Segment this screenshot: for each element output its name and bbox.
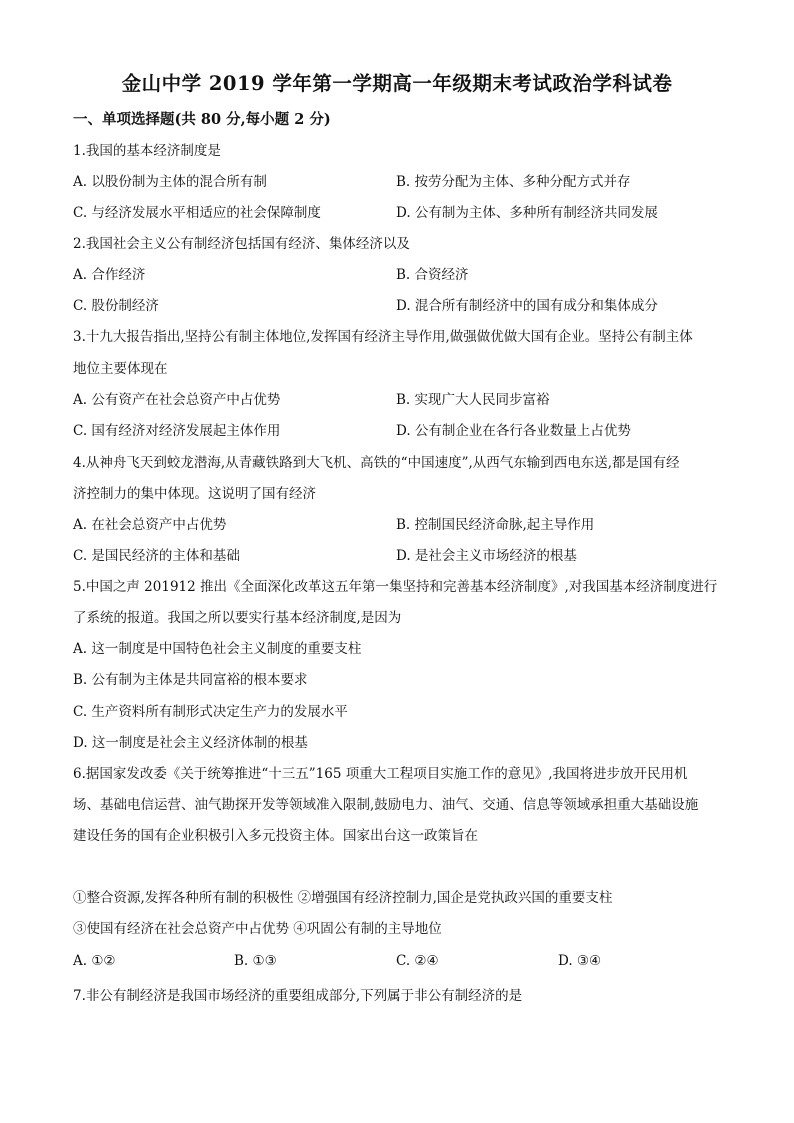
question-4-stem-line-2: 济控制力的集中体现。这说明了国有经济 bbox=[73, 486, 316, 502]
question-5-option-c: C. 生产资料所有制形式决定生产力的发展水平 bbox=[73, 704, 348, 720]
question-4-stem-line-1: 4.从神舟飞天到蛟龙潜海,从青藏铁路到大飞机、高铁的“中国速度”,从西气东输到西电东送,都是国有经 bbox=[73, 455, 680, 471]
question-5-option-d: D. 这一制度是社会主义经济体制的根基 bbox=[73, 735, 308, 751]
question-6-items-line-2: ③使国有经济在社会总资产中占优势 ④巩固公有制的主导地位 bbox=[73, 921, 442, 937]
question-4-option-d: D. 是社会主义市场经济的根基 bbox=[396, 548, 577, 564]
question-3-option-d: D. 公有制企业在各行各业数量上占优势 bbox=[396, 423, 631, 439]
question-3-stem-line-2: 地位主要体现在 bbox=[73, 361, 168, 377]
question-3-option-c: C. 国有经济对经济发展起主体作用 bbox=[73, 423, 281, 439]
exam-title: 金山中学 2019 学年第一学期高一年级期末考试政治学科试卷 bbox=[121, 72, 673, 95]
question-2-option-d: D. 混合所有制经济中的国有成分和集体成分 bbox=[396, 298, 658, 314]
question-4-option-b: B. 控制国民经济命脉,起主导作用 bbox=[396, 517, 595, 533]
question-5-stem-line-1: 5.中国之声 201912 推出《全面深化改革这五年第一集坚持和完善基本经济制度》,对我国基本经济制度进行 bbox=[73, 579, 718, 595]
question-5-stem-line-2: 了系统的报道。我国之所以要实行基本经济制度,是因为 bbox=[73, 610, 402, 626]
section-heading: 一、单项选择题(共 80 分,每小题 2 分) bbox=[73, 111, 331, 128]
question-3-stem-line-1: 3.十九大报告指出,坚持公有制主体地位,发挥国有经济主导作用,做强做优做大国有企业。坚持公有制主体 bbox=[73, 329, 693, 345]
question-6-option-c: C. ②④ bbox=[396, 953, 439, 969]
question-2-option-a: A. 合作经济 bbox=[73, 267, 146, 283]
question-2-option-c: C. 股份制经济 bbox=[73, 298, 159, 314]
question-1-option-d: D. 公有制为主体、多种所有制经济共同发展 bbox=[396, 205, 658, 221]
question-6-stem-line-1: 6.据国家发改委《关于统筹推进“十三五”165 项重大工程项目实施工作的意见》,我国将进步放开民用机 bbox=[73, 766, 688, 782]
question-5-option-b: B. 公有制为主体是共同富裕的根本要求 bbox=[73, 672, 308, 688]
question-7-stem: 7.非公有制经济是我国市场经济的重要组成部分,下列属于非公有制经济的是 bbox=[73, 988, 523, 1004]
question-1-option-b: B. 按劳分配为主体、多种分配方式并存 bbox=[396, 174, 631, 190]
question-1-option-a: A. 以股份制为主体的混合所有制 bbox=[73, 174, 267, 190]
question-6-option-d: D. ③④ bbox=[558, 953, 602, 969]
question-6-option-a: A. ①② bbox=[73, 953, 116, 969]
question-2-option-b: B. 合资经济 bbox=[396, 267, 469, 283]
question-6-stem-line-3: 建设任务的国有企业积极引入多元投资主体。国家出台这一政策旨在 bbox=[73, 828, 478, 844]
question-1-option-c: C. 与经济发展水平相适应的社会保障制度 bbox=[73, 205, 321, 221]
question-6-option-b: B. ①③ bbox=[234, 953, 277, 969]
question-6-items-line-1: ①整合资源,发挥各种所有制的积极性 ②增强国有经济控制力,国企是党执政兴国的重要支柱 bbox=[73, 890, 613, 906]
question-6-stem-line-2: 场、基础电信运营、油气勘探开发等领域准入限制,鼓励电力、油气、交通、信息等领域承担重大基础设施 bbox=[73, 797, 699, 813]
question-5-option-a: A. 这一制度是中国特色社会主义制度的重要支柱 bbox=[73, 641, 362, 657]
question-1-stem: 1.我国的基本经济制度是 bbox=[73, 143, 221, 159]
question-4-option-a: A. 在社会总资产中占优势 bbox=[73, 517, 227, 533]
question-3-option-a: A. 公有资产在社会总资产中占优势 bbox=[73, 392, 281, 408]
question-4-option-c: C. 是国民经济的主体和基础 bbox=[73, 548, 240, 564]
question-2-stem: 2.我国社会主义公有制经济包括国有经济、集体经济以及 bbox=[73, 236, 410, 252]
question-3-option-b: B. 实现广大人民同步富裕 bbox=[396, 392, 550, 408]
